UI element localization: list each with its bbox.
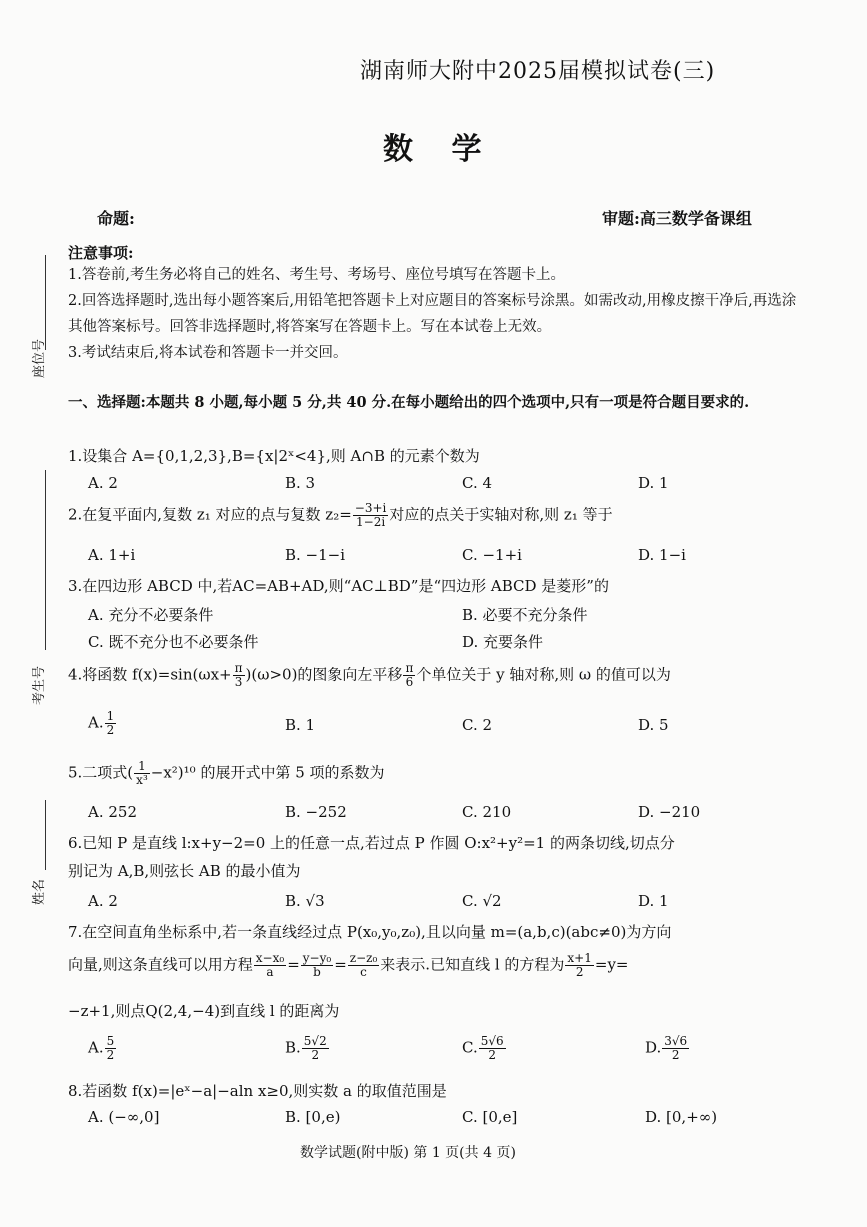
q7-c-frac xyxy=(479,1035,506,1062)
question-6-line1: 6.已知 P 是直线 l:x+y−2=0 上的任意一点,若过点 P 作圆 O:x²+y²=1 的两条切线,切点分 xyxy=(68,834,675,852)
q2-option-a: A. 1+i xyxy=(88,546,136,564)
side-line-seat xyxy=(45,255,46,350)
q4-six: 6 xyxy=(405,675,414,689)
q7-option-c xyxy=(462,1035,507,1062)
q7-line2-b: 来表示.已知直线 l 的方程为 xyxy=(380,955,565,974)
q7-option-a xyxy=(88,1035,117,1062)
q4-frac-pi6 xyxy=(403,662,415,689)
q4-stem-b: )(ω>0)的图象向左平移 xyxy=(245,665,403,684)
q8-option-b: B. [0,e) xyxy=(285,1108,341,1126)
q4-frac-pi3 xyxy=(233,662,245,689)
question-6-line2: 别记为 A,B,则弦长 AB 的最小值为 xyxy=(68,862,301,880)
side-line-exam xyxy=(45,470,46,650)
side-line-name xyxy=(45,800,46,870)
q7-line2-c: =y= xyxy=(594,955,629,974)
q7-option-b xyxy=(285,1035,330,1062)
q2-option-c: C. −1+i xyxy=(462,546,522,564)
q7-b-frac xyxy=(302,1035,329,1062)
q4-stem-c: 个单位关于 y 轴对称,则 ω 的值可以为 xyxy=(416,665,671,684)
question-2-stem xyxy=(68,502,813,529)
exam-title: 湖南师大附中2025届模拟试卷(三) xyxy=(360,59,716,84)
q1-option-a: A. 2 xyxy=(88,474,118,492)
side-label-name: 姓名 xyxy=(32,878,47,905)
q5-option-c: C. 210 xyxy=(462,803,512,821)
q5-stem-b: −x²)¹⁰ 的展开式中第 5 项的系数为 xyxy=(150,763,385,782)
question-1-stem: 1.设集合 A={0,1,2,3},B={x|2ˣ<4},则 A∩B 的元素个数为 xyxy=(68,447,480,465)
q3-option-a: A. 充分不必要条件 xyxy=(88,606,214,624)
q5-stem-a: 5.二项式( xyxy=(68,763,134,782)
q5-frac xyxy=(134,760,150,787)
q7-option-d xyxy=(645,1035,690,1062)
question-4-stem xyxy=(68,662,813,689)
q7-d-label: D. xyxy=(645,1038,662,1057)
q7-a-den: 2 xyxy=(106,1048,115,1062)
side-label-seat: 座位号 xyxy=(32,338,47,378)
q2-frac-den: 1−2i xyxy=(356,515,386,529)
q7-b-num: 5√2 xyxy=(303,1034,327,1048)
q8-option-c: C. [0,e] xyxy=(462,1108,518,1126)
q5-one: 1 xyxy=(134,760,150,774)
question-7-line2: 向量,则这条直线可以用方程 $\frac{\text{x−x₀}}{a}$ = $\frac{\text{y−y₀}}{b}$ = $\frac{\text{z−z₀}}{c}$ 来表示.已知直线 l 的方程为 $\frac{x+1}{2}$ =y= xyxy=(68,951,629,979)
q7-frac-3 xyxy=(348,952,380,979)
q2-fraction xyxy=(353,502,389,529)
q7-f2n: y−y₀ xyxy=(302,951,332,965)
q4-three: 3 xyxy=(234,675,243,689)
notice-item-2: 2.回答选择题时,选出每小题答案后,用铅笔把答题卡上对应题目的答案标号涂黑。如需改动,用橡皮擦干净后,再选涂其他答案标号。回答非选择题时,将答案写在答题卡上。写在本试卷上无效。 xyxy=(68,293,797,335)
q3-option-c: C. 既不充分也不必要条件 xyxy=(88,633,259,651)
q4-pi: π xyxy=(234,661,243,675)
notice-item-1: 1.答卷前,考生务必将自己的姓名、考生号、考场号、座位号填写在答题卡上。 xyxy=(68,267,565,283)
subject-title: 数 学 xyxy=(383,132,496,167)
q7-f1n: x−x₀ xyxy=(255,951,285,965)
q4-stem-a: 4.将函数 f(x)=sin(ωx+ xyxy=(68,665,232,684)
q7-c-label: C. xyxy=(462,1038,478,1057)
q4-option-a-label: A. xyxy=(88,713,104,732)
q7-f4n: x+1 xyxy=(567,951,592,965)
q2-option-d: D. 1−i xyxy=(638,546,686,564)
q6-option-a: A. 2 xyxy=(88,892,118,910)
q2-stem-b: 对应的点关于实轴对称,则 z₁ 等于 xyxy=(389,505,613,524)
q5-x3: x³ xyxy=(136,773,148,787)
q7-a-num: 5 xyxy=(106,1034,115,1048)
q4-a-num: 1 xyxy=(106,709,115,723)
side-label-exam: 考生号 xyxy=(32,665,47,705)
q1-option-d: D. 1 xyxy=(638,474,669,492)
q4-option-b: B. 1 xyxy=(285,716,316,734)
q3-option-b: B. 必要不充分条件 xyxy=(462,606,588,624)
q7-a-frac xyxy=(105,1035,117,1062)
q3-option-d: D. 充要条件 xyxy=(462,633,544,651)
notice-item-3: 3.考试结束后,将本试卷和答题卡一并交回。 xyxy=(68,345,348,361)
q2-option-b: B. −1−i xyxy=(285,546,346,564)
q7-f1d: a xyxy=(266,965,274,979)
author-label: 命题: xyxy=(97,209,135,228)
question-7-line1: 7.在空间直角坐标系中,若一条直线经过点 P(x₀,y₀,z₀),且以向量 m=(a,b,c)(abc≠0)为方向 xyxy=(68,923,672,941)
q7-a-label: A. xyxy=(88,1038,104,1057)
q4-pi-2: π xyxy=(405,661,414,675)
q7-b-den: 2 xyxy=(311,1048,320,1062)
q4-option-a xyxy=(88,710,117,737)
q2-stem-a: 2.在复平面内,复数 z₁ 对应的点与复数 z₂= xyxy=(68,505,352,524)
notice-heading: 注意事项: xyxy=(68,244,134,262)
reviewer-label: 审题:高三数学备课组 xyxy=(602,209,752,228)
q7-f2d: b xyxy=(313,965,321,979)
q6-option-c: C. √2 xyxy=(462,892,502,910)
q7-f4d: 2 xyxy=(575,965,584,979)
q7-f3d: c xyxy=(360,965,367,979)
q7-f3n: z−z₀ xyxy=(349,951,378,965)
question-7-line3: −z+1,则点Q(2,4,−4)到直线 l 的距离为 xyxy=(68,1002,340,1020)
q7-d-den: 2 xyxy=(671,1048,680,1062)
question-8-stem: 8.若函数 f(x)=|eˣ−a|−aln x≥0,则实数 a 的取值范围是 xyxy=(68,1082,447,1100)
q4-option-a-frac xyxy=(105,710,117,737)
q7-line2-a: 向量,则这条直线可以用方程 xyxy=(68,955,253,974)
q7-frac-4 xyxy=(565,952,593,979)
page-footer: 数学试题(附中版) 第 1 页(共 4 页) xyxy=(300,1145,516,1161)
q7-c-den: 2 xyxy=(488,1048,496,1062)
q1-option-c: C. 4 xyxy=(462,474,493,492)
section-heading: 一、选择题:本题共 8 小题,每小题 5 分,共 40 分.在每小题给出的四个选项中,只有一项是符合题目要求的. xyxy=(68,394,750,411)
question-3-stem: 3.在四边形 ABCD 中,若AC=AB+AD,则“AC⊥BD”是“四边形 ABCD 是菱形”的 xyxy=(68,577,609,595)
q6-option-d: D. 1 xyxy=(638,892,669,910)
q2-frac-num: −3+i xyxy=(354,501,387,515)
q5-option-d: D. −210 xyxy=(638,803,701,821)
question-5-stem xyxy=(68,760,813,787)
q4-option-d: D. 5 xyxy=(638,716,669,734)
q8-option-a: A. (−∞,0] xyxy=(88,1108,160,1126)
q7-c-num: 5√6 xyxy=(480,1034,504,1048)
q7-b-label: B. xyxy=(285,1038,301,1057)
q7-d-num: 3√6 xyxy=(664,1034,688,1048)
q5-option-b: B. −252 xyxy=(285,803,347,821)
q7-frac-1 xyxy=(254,952,286,979)
q6-option-b: B. √3 xyxy=(285,892,325,910)
q5-option-a: A. 252 xyxy=(88,803,137,821)
q8-option-d: D. [0,+∞) xyxy=(645,1108,718,1126)
q4-option-c: C. 2 xyxy=(462,716,493,734)
q4-a-den: 2 xyxy=(106,723,115,737)
q7-frac-2 xyxy=(301,952,333,979)
q1-option-b: B. 3 xyxy=(285,474,316,492)
q7-d-frac xyxy=(662,1035,689,1062)
